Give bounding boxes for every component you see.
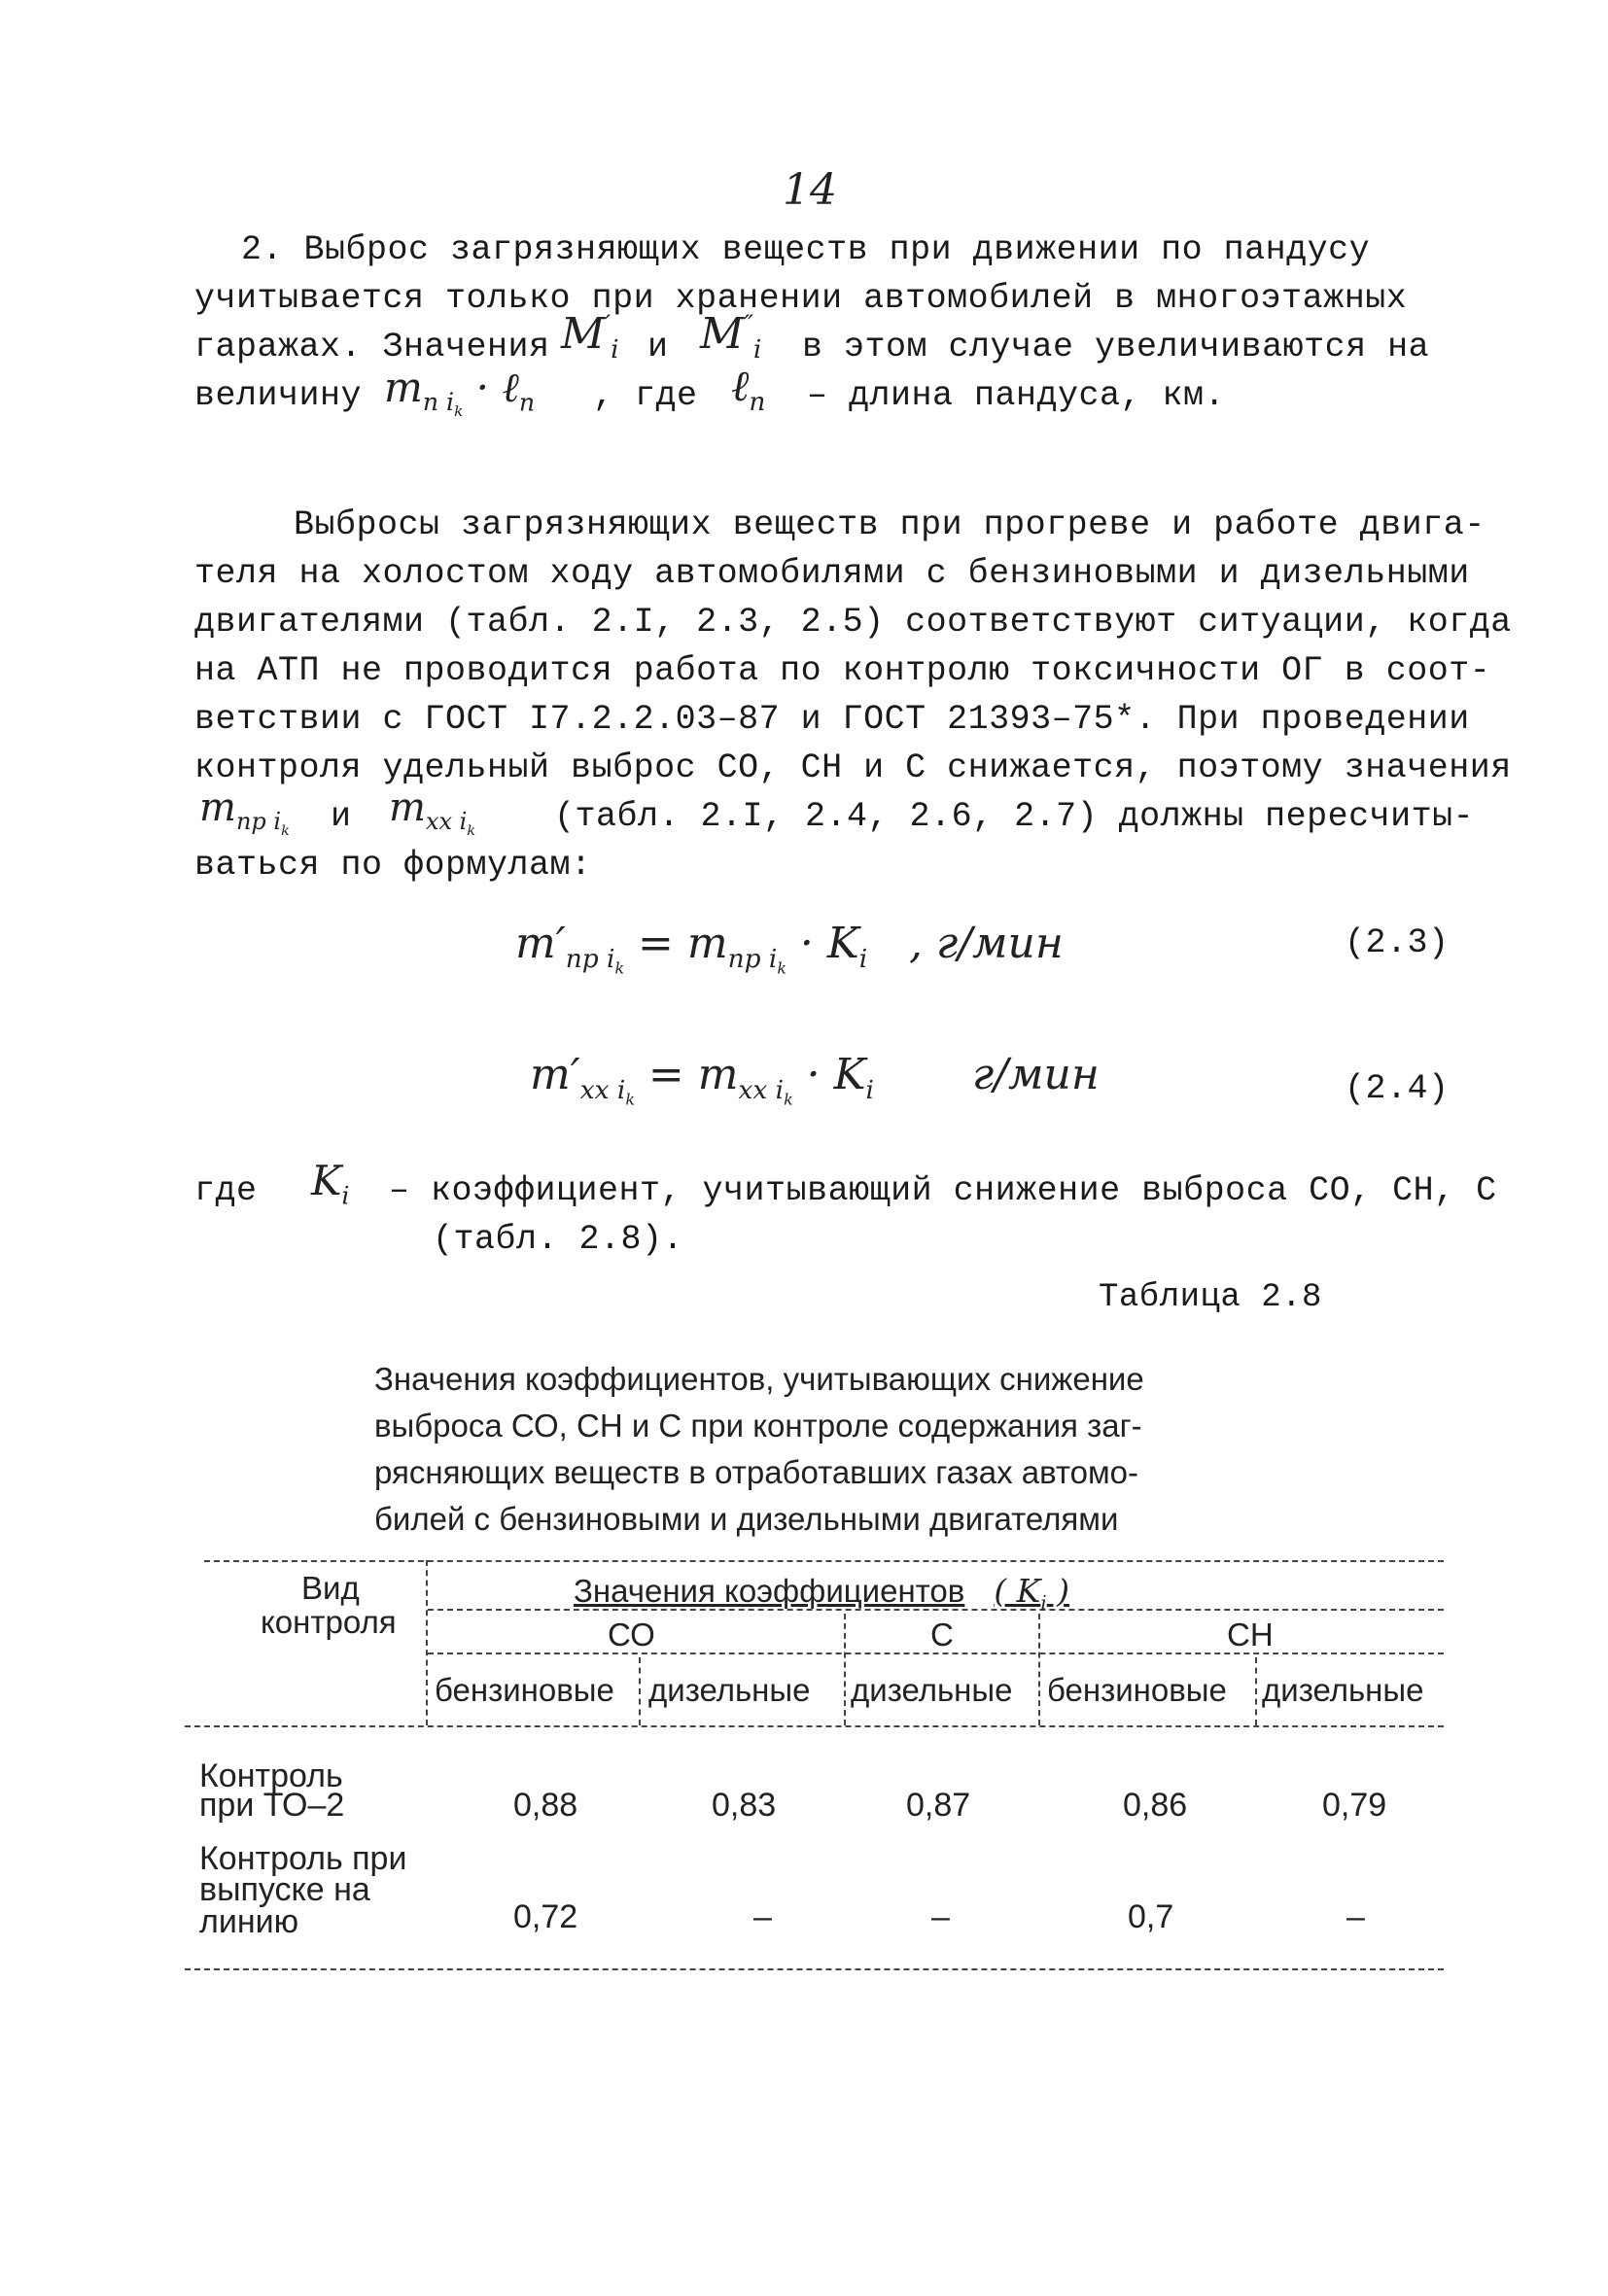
symbol-k-i: $K_i$ (311, 1157, 350, 1210)
row1-label-line1: Контроль (199, 1757, 343, 1794)
symbol-l-n: ℓ$_n$ (731, 362, 766, 417)
th-vid: Вид (301, 1570, 360, 1606)
formula-2-3-number: (2.3) (1345, 923, 1450, 962)
where-line1: – коэффициент, учитывающий снижение выброса СО, СН, С (389, 1171, 1497, 1210)
th-c: С (930, 1617, 954, 1652)
row2-value-co-diz: – (753, 1898, 772, 1935)
formula-2-4-number: (2.4) (1345, 1069, 1450, 1108)
table-top-rule (204, 1560, 1444, 1562)
para2-line6: контроля удельный выброс СО, СН и С снижается, поэтому значения (194, 748, 1512, 787)
row2-value-co-benz: 0,72 (513, 1898, 578, 1935)
para1-line4-mid: , где (593, 376, 698, 415)
th-values-label: Значения коэффициентов (574, 1573, 965, 1609)
page-number: 14 (783, 165, 837, 215)
para2-line4: на АТП не проводится работа по контролю токсичности ОГ в соот- (194, 651, 1491, 690)
row2-value-c-diz: – (931, 1898, 950, 1935)
table-title-line3: рясняющих веществ в отработавших газах автомо- (374, 1454, 1139, 1490)
para1-and: и (647, 328, 669, 366)
symbol-m1: M (561, 309, 606, 359)
table-title-line1: Значения коэффициентов, учитывающих снижение (374, 1361, 1144, 1397)
para2-line8: ваться по формулам: (194, 846, 592, 885)
th-sub-benz-ch: бензиновые (1047, 1672, 1227, 1708)
formula-2-4-unit: г/мин (972, 1050, 1100, 1099)
para2-line3: двигателями (табл. 2.I, 2.3, 2.5) соответствуют ситуации, когда (194, 603, 1512, 642)
table-col-divider-4 (1255, 1657, 1257, 1725)
row1-label-line2: при ТО–2 (199, 1787, 345, 1824)
para1-line4-pre: величину (194, 376, 363, 415)
th-kontrolya: контроля (261, 1604, 397, 1640)
formula-2-3-unit: , г/мин (909, 919, 1064, 968)
symbol-m-xx: $m_{xx i_k}$ (389, 785, 476, 839)
para1-line3-post: в этом случае увеличиваются на (802, 328, 1430, 366)
row1-value-c-diz: 0,87 (906, 1787, 971, 1824)
table-col-divider-3 (1038, 1614, 1040, 1725)
para2-line2: теля на холостом ходу автомобилями с бензиновыми и дизельными (194, 554, 1470, 593)
row2-value-ch-diz: – (1346, 1898, 1365, 1935)
formula-2-4: $m'_{xx i_k} = m_{xx i_k} \cdot K_i$ (530, 1050, 874, 1109)
th-co: СО (608, 1617, 655, 1652)
row1-value-co-benz: 0,88 (513, 1787, 578, 1824)
symbol-m-prime: $M'_i$ (561, 309, 619, 365)
table-title-line2: выброса СО, СН и С при контроле содержания заг- (374, 1408, 1142, 1444)
th-sub-diz-ch: дизельные (1262, 1672, 1424, 1708)
table-title-line4: билей с бензиновыми и дизельными двигателями (374, 1501, 1119, 1537)
row2-value-ch-benz: 0,7 (1128, 1898, 1174, 1935)
where-word: где (194, 1171, 258, 1210)
formula-m-l: $m_{n i_k}$ · ℓ$_n$ (384, 364, 536, 421)
where-line2: (табл. 2.8). (433, 1220, 684, 1259)
symbol-m-pr: $m_{np i_k}$ (199, 785, 290, 839)
row2-label-line3: линию (199, 1903, 299, 1940)
para1-line4-post: – длина пандуса, км. (807, 376, 1226, 415)
para1-line1: 2. Выброс загрязняющих веществ при движении по пандусу (241, 230, 1371, 269)
formula-2-3: $m'_{np i_k} = m_{np i_k} \cdot K_i$ (515, 919, 868, 978)
para2-line1: Выбросы загрязняющих веществ при прогреве и работе двига- (294, 505, 1486, 544)
symbol-m-double-prime: $M''_i$ (700, 309, 762, 365)
table-col-divider-2 (844, 1614, 846, 1725)
table-bottom-rule (185, 1968, 1444, 1970)
table-col-divider-1 (639, 1657, 641, 1725)
para1-line3-pre: гаражах. Значения (194, 328, 550, 366)
th-sub-benz-co: бензиновые (435, 1672, 614, 1708)
table-caption: Таблица 2.8 (1099, 1279, 1322, 1316)
th-sub-diz-co: дизельные (648, 1672, 811, 1708)
th-sub-diz-c: дизельные (851, 1672, 1013, 1708)
row2-label-line1: Контроль при (199, 1840, 407, 1877)
row2-label-line2: выпуске на (199, 1871, 370, 1908)
row1-value-ch-benz: 0,86 (1123, 1787, 1188, 1824)
para2-line5: ветствии с ГОСТ I7.2.2.03–87 и ГОСТ 21393–75*. При проведении (194, 700, 1470, 739)
row1-value-co-diz: 0,83 (712, 1787, 777, 1824)
table-col-divider-label (426, 1560, 428, 1725)
table-header-bottom-rule (185, 1725, 1444, 1727)
th-values: Значения коэффициентов ( $K_i$ ) (574, 1572, 1070, 1615)
para1-line2: учитывается только при хранении автомобилей в многоэтажных (194, 279, 1408, 318)
row1-value-ch-diz: 0,79 (1322, 1787, 1387, 1824)
th-ch: СН (1227, 1617, 1274, 1652)
para2-line7-and: и (331, 797, 352, 836)
para2-line7-post: (табл. 2.I, 2.4, 2.6, 2.7) должны пересчиты- (554, 797, 1475, 836)
